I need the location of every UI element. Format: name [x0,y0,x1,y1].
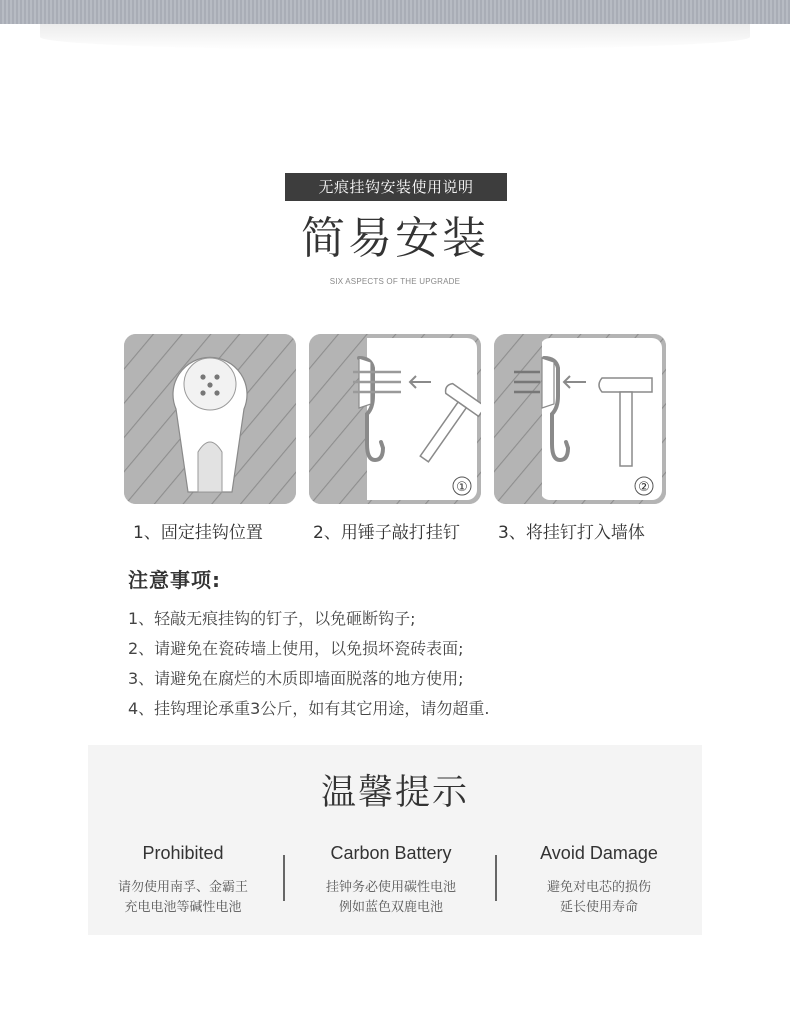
top-banner-strip [0,0,790,24]
tip-line: 延长使用寿命 [559,900,638,915]
step-3-label: 3、将挂钉打入墙体 [498,523,645,543]
note-item: 4、挂钩理论承重3公斤，如有其它用途，请勿超重. [128,699,490,718]
step-2-illustration [309,334,481,504]
step-3-illustration [494,334,666,504]
notes-title: 注意事项: [128,568,221,592]
tip-avoid-damage [504,840,694,918]
tip-heading: Prohibited [142,843,224,863]
note-item: 2、请避免在瓷砖墙上使用，以免损坏瓷砖表面; [128,639,464,658]
note-item: 3、请避免在腐烂的木质即墙面脱落的地方使用; [128,669,464,688]
notes-list [128,604,688,724]
step-3-badge: ② [638,480,650,495]
tip-heading: Avoid Damage [540,843,658,863]
tip-line: 充电电池等碱性电池 [124,900,242,915]
note-item: 1、轻敲无痕挂钩的钉子，以免砸断钩子; [128,609,416,628]
tip-line: 例如蓝色双鹿电池 [338,900,443,915]
instruction-tagline: 无痕挂钩安装使用说明 [285,173,507,201]
step-1-illustration [124,334,296,504]
tip-line: 避免对电芯的损伤 [546,880,651,895]
page-subtitle: SIX ASPECTS OF THE UPGRADE [329,277,461,286]
tip-line: 请勿使用南孚、金霸王 [117,880,248,895]
tip-prohibited [88,840,278,918]
step-2-badge: ① [456,480,468,495]
tip-carbon-battery [296,840,486,918]
tips-panel [88,745,702,935]
page-title: 简易安装 [301,213,489,264]
tips-title: 温馨提示 [320,773,469,813]
top-shadow [40,24,750,50]
tip-line: 挂钟务必使用碳性电池 [325,880,456,895]
tip-heading: Carbon Battery [330,843,452,863]
step-2-label: 2、用锤子敲打挂钉 [313,523,460,543]
step-1-label: 1、固定挂钩位置 [133,523,263,543]
tip-divider [283,855,285,901]
tip-divider [495,855,497,901]
